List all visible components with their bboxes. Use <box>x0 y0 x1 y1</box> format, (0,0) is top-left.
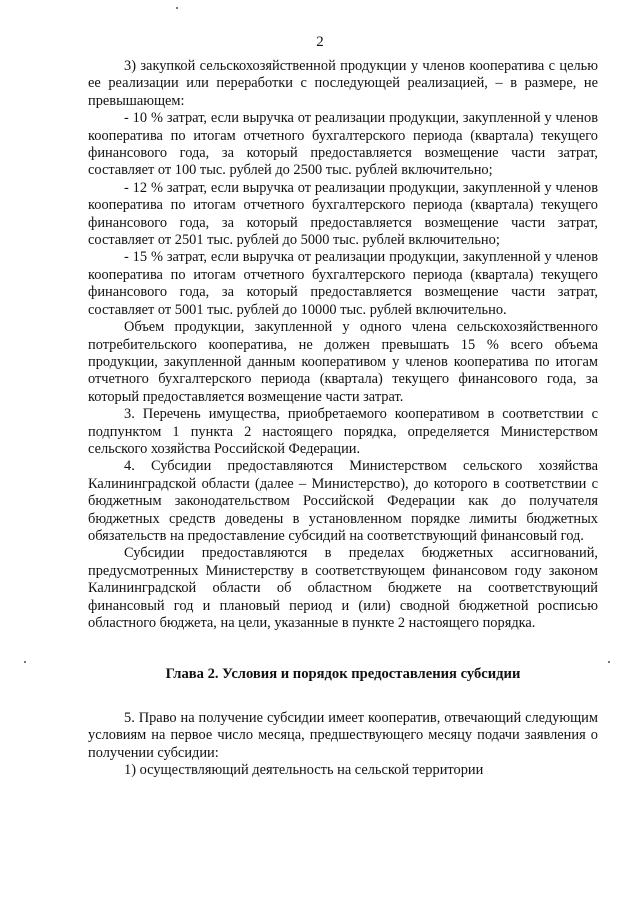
document-body <box>88 58 598 779</box>
paragraph-budget-allocations: Субсидии предоставляются в пределах бюджетных ассигнований, предусмотренных Министерству в соответствующем финансовом году законом Калининградской области об областном бюджете на соответствующий финансовый год и плановый период и (или) сводной бюджетной росписью областного бюджета, на цели, указанные в пункте 2 настоящего порядка. <box>88 545 598 631</box>
paragraph-point-4: 4. Субсидии предоставляются Министерством сельского хозяйства Калининградской области (далее – Министерство), до которого в соответствии с бюджетным законодательством Российской Федерации как до получателя бюджетных средств доведены в установленном порядке лимиты бюджетных обязательств на предоставление субсидий на соответствующий финансовый год. <box>88 458 598 544</box>
paragraph-15-percent: - 15 % затрат, если выручка от реализации продукции, закупленной у членов кооператива по итогам отчетного бухгалтерского периода (квартала) текущего финансового года, за который предоставляется возмещение части затрат, составляет от 5001 тыс. рублей до 10000 тыс. рублей включительно. <box>88 249 598 318</box>
paragraph-item-3: 3) закупкой сельскохозяйственной продукции у членов кооператива с целью ее реализации или переработки с последующей реализацией, – в размере, не превышающем: <box>88 58 598 109</box>
paragraph-volume-limit: Объем продукции, закупленной у одного члена сельскохозяйственного потребительского кооператива, не должен превышать 15 % всего объема продукции, закупленной данным кооперативом у членов кооператива по итогам отчетного бухгалтерского периода (квартала) текущего финансового года, за который предоставляется возмещение части затрат. <box>88 319 598 405</box>
scan-speck <box>176 7 178 9</box>
scan-speck <box>24 661 26 663</box>
paragraph-10-percent: - 10 % затрат, если выручка от реализации продукции, закупленной у членов кооператива по итогам отчетного бухгалтерского периода (квартала) текущего финансового года, за который предоставляется возмещение части затрат, составляет от 100 тыс. рублей до 2500 тыс. рублей включительно; <box>88 110 598 179</box>
page-number: 2 <box>316 34 324 50</box>
paragraph-point-5: 5. Право на получение субсидии имеет кооператив, отвечающий следующим условиям на первое число месяца, предшествующего месяцу подачи заявления о получении субсидии: <box>88 709 598 761</box>
paragraph-subpoint-1: 1) осуществляющий деятельность на сельской территории <box>124 762 484 779</box>
scan-speck <box>608 661 610 663</box>
chapter-heading: Глава 2. Условия и порядок предоставления субсидии <box>165 666 521 683</box>
paragraph-point-3: 3. Перечень имущества, приобретаемого кооперативом в соответствии с подпунктом 1 пункта 2 настоящего порядка, определяется Министерством сельского хозяйства Российской Федерации. <box>88 406 598 457</box>
paragraph-12-percent: - 12 % затрат, если выручка от реализации продукции, закупленной у членов кооператива по итогам отчетного бухгалтерского периода (квартала) текущего финансового года, за который предоставляется возмещение части затрат, составляет от 2501 тыс. рублей до 5000 тыс. рублей включительно; <box>88 179 598 249</box>
